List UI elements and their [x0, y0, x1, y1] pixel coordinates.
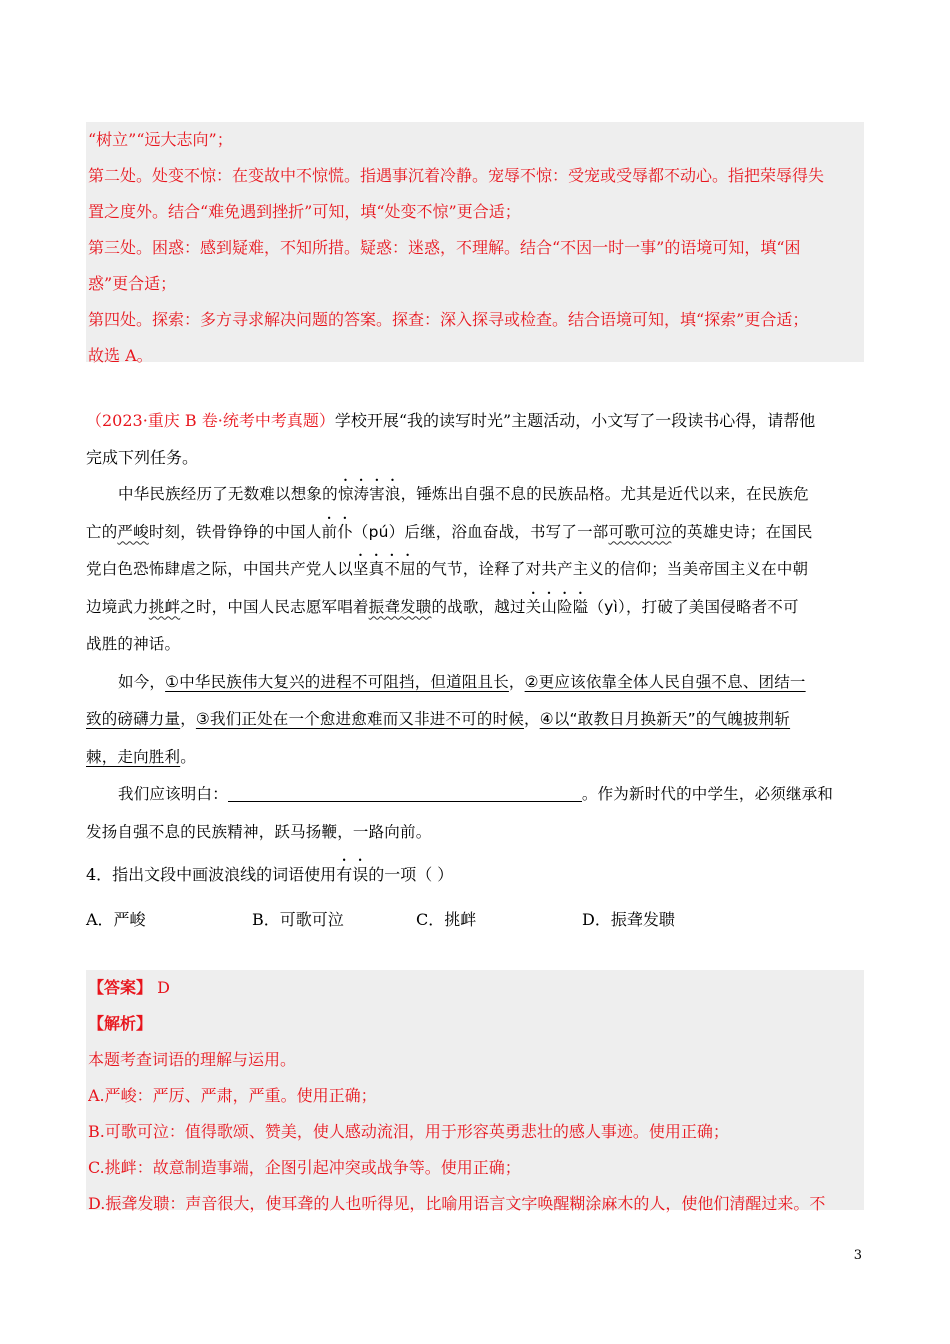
underlined-clause-3: ③我们正处在一个愈进愈难而又非进不可的时候 [195, 710, 525, 728]
fill-in-blank[interactable] [228, 785, 582, 802]
dotted-phrase: 前仆 [321, 522, 353, 541]
previous-answer-analysis [86, 122, 864, 365]
analysis-line: 第二处。处变不惊：在变故中不惊慌。指遇事沉着冷静。宠辱不惊：受宠或受辱都不动心。指把荣辱得失 [88, 166, 825, 185]
emphasized-word: 有误 [336, 865, 369, 884]
question-intro-text: 学校开展“我的读写时光”主题活动，小文写了一段读书心得，请帮他 [334, 411, 816, 430]
dotted-phrase: 惊涛害浪 [337, 485, 401, 503]
analysis-line: B.可歌可泣：值得歌颂、赞美，使人感动流泪，用于形容英勇悲壮的感人事迹。使用正确； [88, 1122, 729, 1141]
question-intro [86, 402, 864, 476]
question-intro-line2: 完成下列任务。 [86, 448, 199, 467]
wavy-word-zhenlongfakui: 振聋发聩 [368, 597, 432, 616]
wavy-word-yanjun: 严峻 [117, 522, 149, 541]
underlined-clause-4: ④以“敢教日月换新天”的气魄披荆斩 [539, 710, 791, 728]
passage-line: 亡的严峻时刻，铁骨铮铮的中国人前仆（pú）后继，浴血奋战，书写了一部可歌可泣的英雄史诗；在国民 [86, 522, 813, 541]
option-b[interactable]: B．可歌可泣 [252, 910, 344, 929]
passage-line: 边境武力挑衅之时，中国人民志愿军唱着振聋发聩的战歌，越过关山险隘（yì），打破了美国侵略者不可 [86, 597, 799, 616]
dotted-phrase: 关山险隘 [525, 597, 589, 616]
option-a[interactable]: A．严峻 [86, 910, 146, 929]
passage-line: 棘，走向胜利。 [86, 747, 196, 766]
underlined-clause-1: ①中华民族伟大复兴的进程不可阻挡，但道阻且长 [165, 672, 509, 691]
analysis-line: 故选 A。 [88, 346, 153, 365]
passage-line: 如今，①中华民族伟大复兴的进程不可阻挡，但道阻且长，②更应该依靠全体人民自强不息、团结一 [118, 672, 806, 691]
option-c[interactable]: C．挑衅 [416, 910, 477, 929]
passage-line: 战胜的神话。 [86, 635, 181, 653]
answer-line [88, 970, 862, 1006]
analysis-line: 第三处。困惑：感到疑难，不知所措。疑惑：迷惑，不理解。结合“不因一时一事”的语境可知，填“困 [88, 238, 801, 257]
analysis-line: 本题考查词语的理解与运用。 [88, 1050, 297, 1069]
underlined-clause-4: 棘，走向胜利 [86, 747, 181, 766]
dotted-phrase: 坚真不屈 [352, 560, 416, 578]
question-4: 4．指出文段中画波浪线的词语使用有误的一项（ ） [86, 865, 454, 884]
reading-passage [86, 476, 864, 851]
analysis-label: 【解析】 [88, 1014, 153, 1033]
wavy-word-kegekeqi: 可歌可泣 [608, 522, 672, 541]
passage-line: 我们应该明白： 。作为新时代的中学生，必须继承和 [118, 785, 834, 803]
passage-line: 中华民族经历了无数难以想象的惊涛害浪，锤炼出自强不息的民族品格。尤其是近代以来，在民族危 [118, 485, 809, 503]
page-number: 3 [853, 1248, 862, 1263]
analysis-line: 置之度外。结合“难免遇到挫折”可知，填“处变不惊”更合适； [88, 202, 521, 221]
answer-label: 【答案】 [88, 978, 153, 997]
analysis-line: “树立”“远大志向”； [88, 130, 233, 149]
passage-line: 发扬自强不息的民族精神，跃马扬鞭，一路向前。 [86, 822, 432, 841]
answer-analysis [86, 970, 864, 1213]
underlined-clause-2: ②更应该依靠全体人民自强不息、团结一 [524, 672, 806, 691]
underlined-clause-2: 致的磅礴力量 [86, 710, 181, 728]
option-d[interactable]: D．振聋发聩 [582, 910, 675, 929]
analysis-line: 第四处。探索：多方寻求解决问题的答案。探查：深入探寻或检查。结合语境可知，填“探索”更合适； [88, 310, 809, 329]
analysis-line: A.严峻：严厉、严肃，严重。使用正确； [88, 1086, 377, 1105]
passage-line: 致的磅礴力量，③我们正处在一个愈进愈难而又非进不可的时候，④以“敢教日月换新天”的气魄披荆斩 [86, 710, 791, 728]
question-source: （2023·重庆 B 卷·统考中考真题） [86, 411, 335, 430]
analysis-line: C.挑衅：故意制造事端，企图引起冲突或战争等。使用正确； [88, 1158, 521, 1177]
wavy-word-tiaoxin: 挑衅 [148, 597, 181, 616]
analysis-line: 惑”更合适； [88, 274, 177, 293]
analysis-line: D.振聋发聩：声音很大，使耳聋的人也听得见，比喻用语言文字唤醒糊涂麻木的人，使他们清醒过来。不 [88, 1194, 826, 1213]
passage-line: 党白色恐怖肆虐之际，中国共产党人以坚真不屈的气节，诠释了对共产主义的信仰；当美帝国主义在中朝 [86, 560, 809, 578]
answer-value: D [152, 978, 170, 997]
